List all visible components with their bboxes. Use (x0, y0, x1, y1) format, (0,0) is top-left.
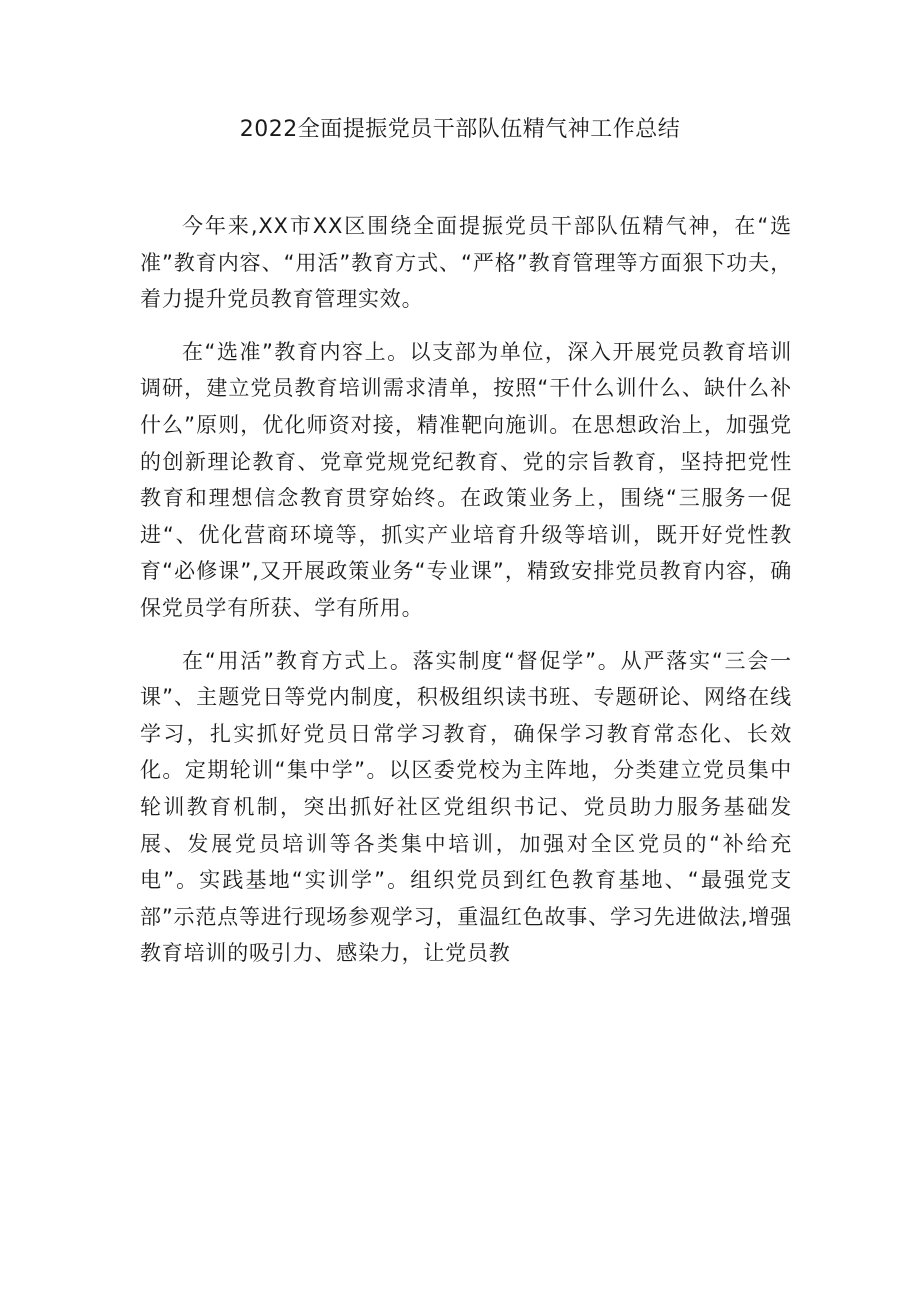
paragraph-education-methods: 在“用活”教育方式上。落实制度“督促学”。从严落实“三会一课”、主题党日等党内制度，积极组织读书班、专题研论、网络在线学习，扎实抓好党员日常学习教育，确保学习教育常态化、长效化。定期轮训“集中学”。以区委党校为主阵地，分类建立党员集中轮训教育机制，突出抓好社区党组织书记、党员助力服务基础发展、发展党员培训等各类集中培训，加强对全区党员的“补给充电”。实践基地“实训学”。组织党员到红色教育基地、“最强党支部”示范点等进行现场参观学习，重温红色故事、学习先进做法,增强教育培训的吸引力、感染力，让党员教 (140, 648, 792, 966)
document-title: 2022全面提振党员干部队伍精气神工作总结 (239, 117, 681, 142)
paragraph-intro: 今年来,XX市XX区围绕全面提振党员干部队伍精气神，在“选准”教育内容、“用活”教育方式、“严格”教育管理等方面狠下功夫，着力提升党员教育管理实效。 (140, 214, 792, 312)
paragraph-education-content: 在“选准”教育内容上。以支部为单位，深入开展党员教育培训调研，建立党员教育培训需求清单，按照“干什么训什么、缺什么补什么”原则，优化师资对接，精准靶向施训。在思想政治上，加强党的创新理论教育、党章党规党纪教育、党的宗旨教育，坚持把党性教育和理想信念教育贯穿始终。在政策业务上，围绕“三服务一促进“、优化营商环境等，抓实产业培育升级等培训，既开好党性教育“必修课”,又开展政策业务“专业课”，精致安排党员教育内容，确保党员学有所获、学有所用。 (140, 339, 792, 620)
document-body (140, 208, 792, 988)
